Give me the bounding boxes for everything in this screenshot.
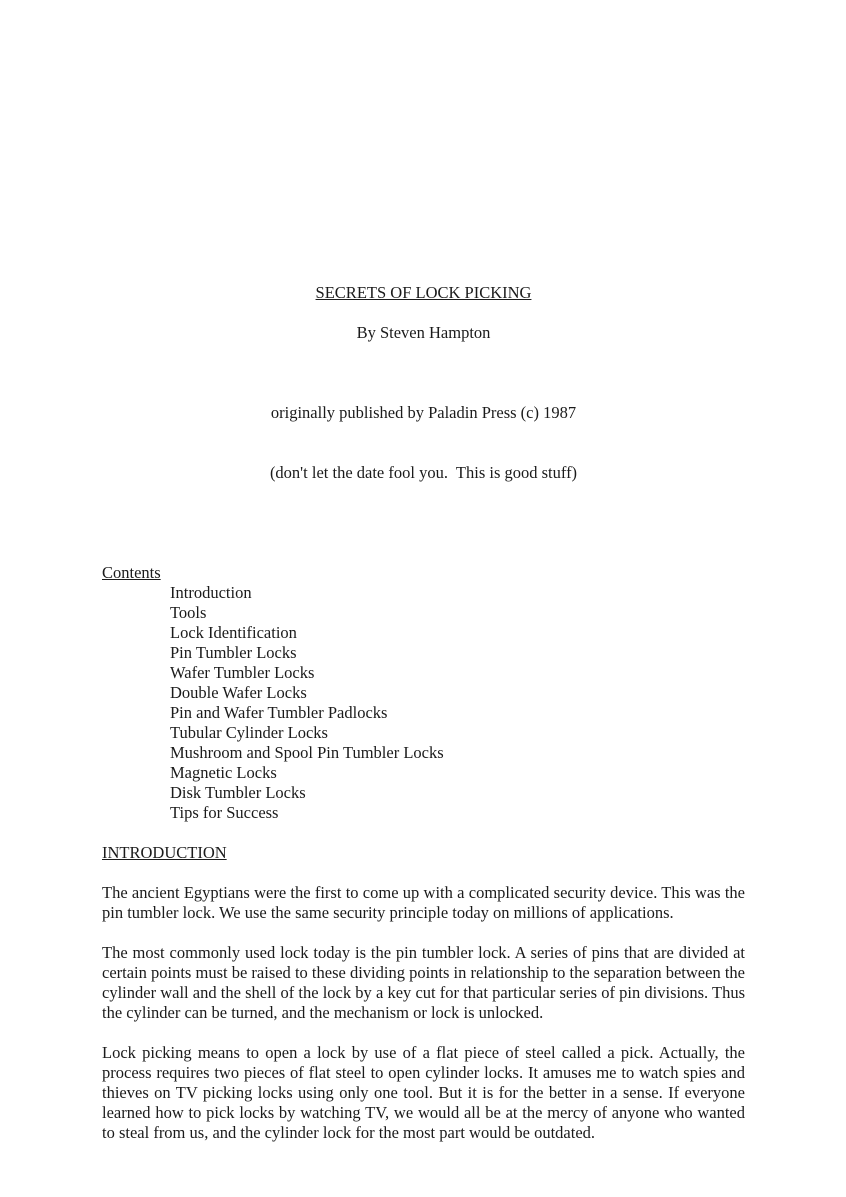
contents-item: Lock Identification — [170, 623, 297, 642]
paragraph: The ancient Egyptians were the first to come up with a complicated security device. This was the pin tumbler lock. We use the same security principle today on millions of applications. — [102, 883, 745, 922]
contents-item: Wafer Tumbler Locks — [170, 663, 315, 682]
contents-item: Mushroom and Spool Pin Tumbler Locks — [170, 743, 444, 762]
contents-item: Tips for Success — [170, 803, 279, 822]
publisher-line-1: originally published by Paladin Press (c) 1987 — [270, 403, 577, 422]
contents-item: Disk Tumbler Locks — [170, 783, 306, 802]
publisher-line-2: (don't let the date fool you. This is good stuff) — [269, 463, 578, 482]
contents-item: Magnetic Locks — [170, 763, 277, 782]
page-title: SECRETS OF LOCK PICKING — [315, 283, 532, 302]
contents-heading: Contents — [102, 563, 161, 582]
paragraph: Lock picking means to open a lock by use of a flat piece of steel called a pick. Actually, the process requires two pieces of flat steel to open cylinder locks. It amuses me to watch spies and thieves on TV picking locks using only one tool. But it is for the better in a sense. If everyone learned how to pick locks by watching TV, we would all be at the mercy of anyone who wanted to steal from us, and the cylinder lock for the most part would be outdated. — [102, 1043, 745, 1142]
contents-item: Pin Tumbler Locks — [170, 643, 297, 662]
contents-item: Tubular Cylinder Locks — [170, 723, 328, 742]
contents-item: Pin and Wafer Tumbler Padlocks — [170, 703, 388, 722]
page-content — [102, 283, 745, 1143]
byline: By Steven Hampton — [356, 323, 491, 342]
paragraph: The most commonly used lock today is the pin tumbler lock. A series of pins that are divided at certain points must be raised to these dividing points in relationship to the separation between the cylinder wall and the shell of the lock by a key cut for that particular series of pin divisions. Thus the cylinder can be turned, and the mechanism or lock is unlocked. — [102, 943, 745, 1022]
contents-item: Introduction — [170, 583, 252, 602]
introduction-heading: INTRODUCTION — [102, 843, 227, 862]
contents-item: Tools — [170, 603, 207, 622]
contents-list — [102, 583, 745, 823]
publisher-note — [102, 363, 745, 523]
contents-item: Double Wafer Locks — [170, 683, 307, 702]
